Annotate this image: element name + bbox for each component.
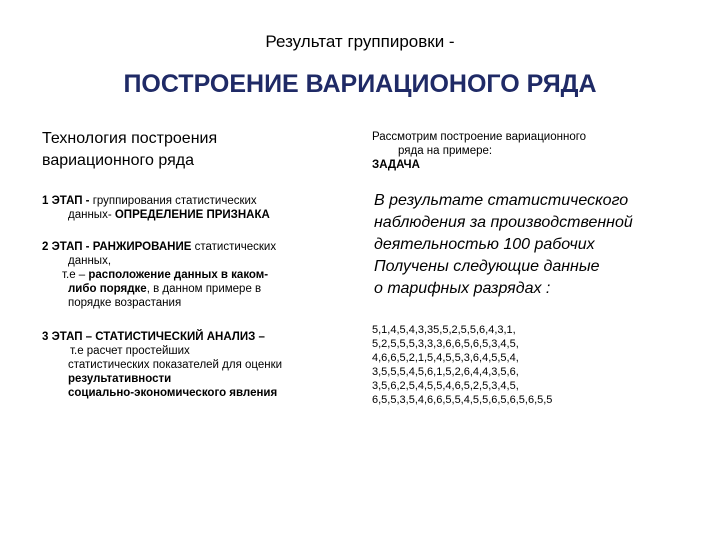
data-line: 5,1,4,5,4,3,35,5,2,5,5,6,4,3,1, [372,324,516,336]
stage-3-bold3: результативности [68,373,172,385]
task-line: о тарифных разрядах : [374,280,551,297]
page-title: ПОСТРОЕНИЕ ВАРИАЦИОНОГО РЯДА [123,70,597,98]
stage-2-text5: порядке возрастания [68,297,182,309]
left-heading-line1: Технология построения [42,130,218,147]
stage-2-bold3: расположение данных в каком- [88,269,269,281]
stage-1 [42,194,352,222]
right-heading-line2: ряда на примере: [398,145,493,157]
data-line: 3,5,5,5,4,5,6,1,5,2,6,4,4,3,5,6, [372,366,519,378]
stage-3-label: 3 ЭТАП – СТАТИСТИЧЕСКИЙ АНАЛИЗ [42,331,256,343]
task-line: наблюдения за производственной [374,214,633,231]
task-line: Получены следующие данные [374,258,600,275]
stage-2-text4: , в данном примере в [146,283,262,295]
task-description [374,190,704,300]
stage-3-dash: – [255,331,265,343]
right-heading [372,130,672,172]
task-label: ЗАДАЧА [372,159,420,171]
stage-1-text1: группирования статистических [92,195,257,207]
stage-2 [42,240,352,310]
stage-2-label: 2 ЭТАП - [42,241,93,253]
stage-3 [42,330,352,400]
data-line: 6,5,5,3,5,4,6,6,5,5,4,5,5,6,5,6,5,6,5,5 [372,394,553,406]
data-values [372,323,712,407]
stage-2-bold4: либо порядке [68,283,147,295]
data-line: 4,6,6,5,2,1,5,4,5,5,3,6,4,5,5,4, [372,352,519,364]
stage-3-bold4: социально-экономического явления [68,387,278,399]
data-line: 5,2,5,5,5,3,3,3,6,6,5,6,5,3,4,5, [372,338,519,350]
stage-3-text1: т.е расчет простейших [70,345,190,357]
stage-2-bold1: РАНЖИРОВАНИЕ [92,241,195,253]
stage-1-text2: данных- [68,209,115,221]
stage-2-text3: т.е – [62,269,89,281]
stage-1-bold2: ОПРЕДЕЛЕНИЕ ПРИЗНАКА [114,209,270,221]
stage-2-text1: статистических [194,241,277,253]
left-heading-line2: вариационного ряда [42,152,194,169]
stage-1-label: 1 ЭТАП - [42,195,93,207]
task-line: В результате статистического [374,192,629,209]
subtitle: Результат группировки - [265,32,455,51]
left-heading [42,128,342,172]
stage-2-text2: данных, [68,255,112,267]
data-line: 3,5,6,2,5,4,5,5,4,6,5,2,5,3,4,5, [372,380,519,392]
right-heading-line1: Рассмотрим построение вариационного [372,131,587,143]
task-line: деятельностью 100 рабочих [374,236,595,253]
stage-3-text2: статистических показателей для оценки [68,359,283,371]
